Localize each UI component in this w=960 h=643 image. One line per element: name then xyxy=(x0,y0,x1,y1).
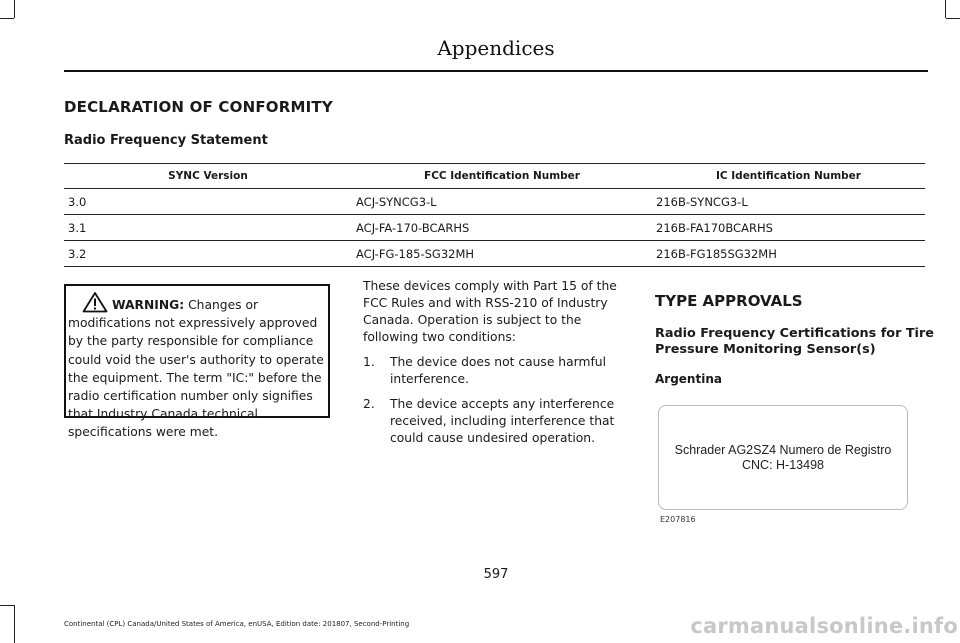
page-number: 597 xyxy=(483,567,509,582)
certificate-label-image xyxy=(658,405,908,510)
table-cell: 216B-FA170BCARHS xyxy=(652,215,925,241)
table-header-cell: FCC Identification Number xyxy=(352,164,652,189)
table-row xyxy=(64,189,925,215)
list-item-text: The device accepts any interference received, including interference that could cause undesired operation. xyxy=(390,397,615,445)
warning-text: Changes or modifications not expressively approved by the party responsible for compliance could void the user's authority to operate the equipment. The term "IC:" before the radio certification number only signifies that Industry Canada technical specifications were met. xyxy=(68,298,324,440)
crop-mark xyxy=(14,605,15,643)
table-cell: 3.1 xyxy=(64,215,352,241)
list-item-text: The device does not cause harmful interference. xyxy=(390,355,606,386)
image-code: E207816 xyxy=(660,515,696,524)
tpms-cert-title: Radio Frequency Certifications for Tire Pressure Monitoring Sensor(s) xyxy=(655,326,934,357)
crop-mark xyxy=(0,605,14,606)
warning-label: WARNING: xyxy=(112,298,185,312)
table-header-row xyxy=(64,164,925,189)
table-cell: ACJ-SYNCG3-L xyxy=(352,189,652,215)
table-cell: 216B-FG185SG32MH xyxy=(652,241,925,267)
rf-table xyxy=(64,163,925,267)
table-row xyxy=(64,215,925,241)
certificate-line-1: Schrader AG2SZ4 Numero de Registro xyxy=(674,442,892,457)
compliance-intro: These devices comply with Part 15 of the FCC Rules and with RSS-210 of Industry Canada. Operation is subject to the following two conditions: xyxy=(363,279,617,344)
warning-box xyxy=(64,284,330,440)
table-cell: ACJ-FA-170-BCARHS xyxy=(352,215,652,241)
warning-triangle-icon xyxy=(82,291,108,313)
list-item-number: 2. xyxy=(363,397,375,411)
header-rule xyxy=(64,70,928,72)
list-item xyxy=(363,396,633,447)
crop-mark xyxy=(0,18,14,19)
table-cell: 3.2 xyxy=(64,241,352,267)
certificate-line-2: CNC: H-13498 xyxy=(742,457,824,472)
subsection-title: Radio Frequency Statement xyxy=(64,133,268,148)
table-row xyxy=(64,241,925,267)
country-label: Argentina xyxy=(655,372,722,386)
footer-edition: Continental (CPL) Canada/United States of America, enUSA, Edition date: 201807, Second-Printing xyxy=(64,620,410,628)
compliance-list xyxy=(363,354,633,447)
page-header-title: Appendices xyxy=(437,36,555,60)
table-cell: 3.0 xyxy=(64,189,352,215)
type-approvals-title: TYPE APPROVALS xyxy=(655,292,803,310)
section-title: DECLARATION OF CONFORMITY xyxy=(64,98,333,116)
table-cell: ACJ-FG-185-SG32MH xyxy=(352,241,652,267)
crop-mark xyxy=(946,18,960,19)
compliance-column xyxy=(363,278,633,455)
list-item-number: 1. xyxy=(363,355,375,369)
type-approvals-column xyxy=(655,292,935,386)
table-cell: 216B-SYNCG3-L xyxy=(652,189,925,215)
crop-mark xyxy=(14,0,15,18)
table-header-cell: IC Identification Number xyxy=(652,164,925,189)
crop-mark xyxy=(945,0,946,18)
list-item xyxy=(363,354,633,388)
table-header-cell: SYNC Version xyxy=(64,164,352,189)
watermark-text: carmanualsonline.info xyxy=(690,614,958,638)
